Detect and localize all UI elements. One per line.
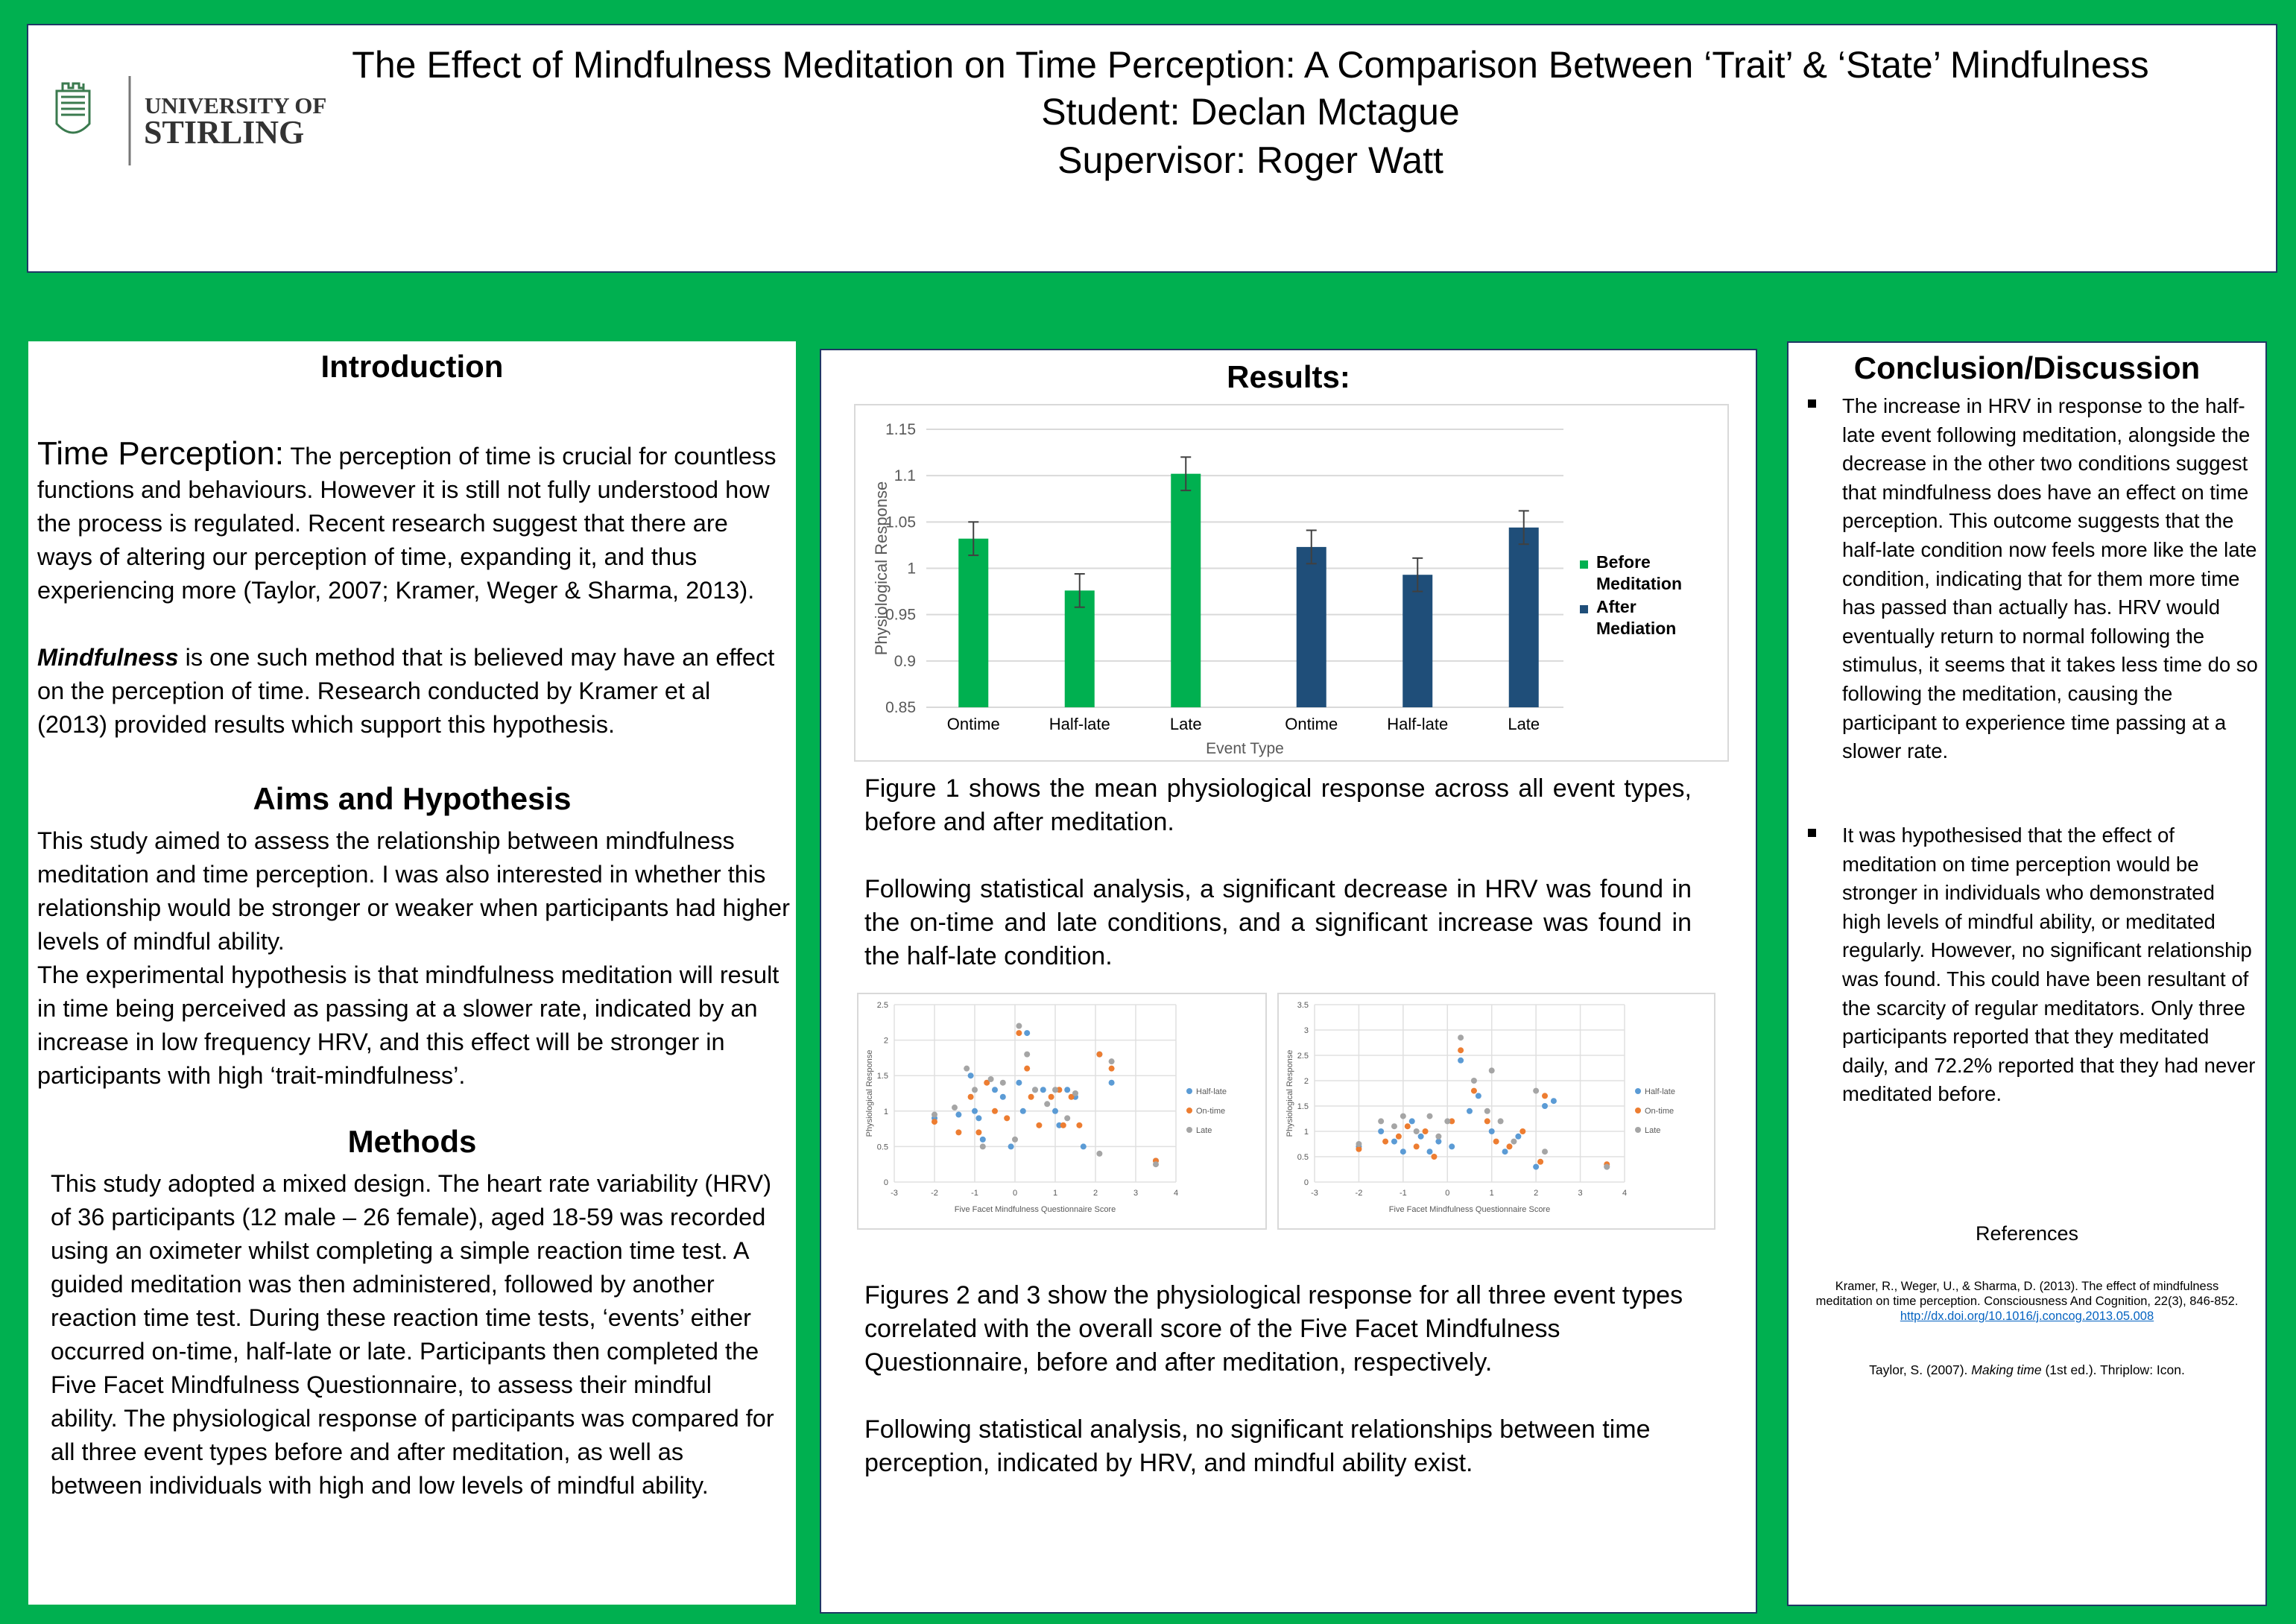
bar-chart-svg [856,405,1727,760]
y-tick-label: 1.1 [894,467,916,485]
data-point-late [1604,1164,1610,1170]
data-point-late [1458,1034,1464,1040]
y-tick-label: 0.5 [1297,1153,1309,1162]
data-point-half-late [1515,1134,1521,1140]
x-tick-label: 0 [1012,1189,1018,1198]
data-point-late [1356,1141,1362,1147]
mindfulness-term: Mindfulness [37,644,179,671]
data-point-on-time [1414,1143,1420,1149]
data-point-late [1511,1139,1517,1145]
x-tick-label: Ontime [1285,715,1338,733]
data-point-late [1052,1087,1058,1093]
legend-swatch [1186,1088,1192,1094]
data-point-half-late [1427,1149,1433,1154]
aims-paragraph: This study aimed to assess the relationship between mindfulness meditation and time perception. I was also interested in whether this relationship would be stronger or weaker when participants had higher levels of mindful ability. [37,827,790,955]
data-point-late [1435,1134,1441,1140]
data-point-half-late [1391,1139,1397,1145]
data-point-half-late [1476,1093,1481,1099]
legend-swatch [1580,560,1588,569]
reference-taylor-title: Making time [1971,1362,2042,1377]
data-point-half-late [1449,1143,1455,1149]
data-point-half-late [1378,1128,1384,1134]
data-point-late [972,1087,978,1093]
data-point-on-time [1024,1066,1030,1072]
scatter-chart-before-svg [858,994,1265,1228]
data-point-on-time [1423,1128,1429,1134]
y-tick-label: 1 [1303,1128,1309,1137]
data-point-on-time [1537,1159,1543,1165]
data-point-half-late [1000,1094,1006,1100]
y-tick-label: 0.95 [885,606,916,624]
data-point-on-time [1004,1115,1010,1121]
y-tick-label: 1.15 [885,421,916,438]
data-point-on-time [1484,1118,1490,1124]
y-tick-label: 1.5 [876,1072,888,1081]
bullet-square-icon [1808,829,1816,837]
data-point-on-time [975,1129,981,1135]
data-point-on-time [955,1129,961,1135]
university-logo [42,61,355,165]
data-point-half-late [1081,1143,1087,1149]
y-axis-label: Physiological Response [1285,1049,1294,1137]
y-tick-label: 0 [1303,1178,1309,1187]
data-point-half-late [1052,1108,1058,1114]
legend-label: On-time [1645,1107,1674,1116]
y-axis-label: Physiological Response [865,1049,874,1137]
logo-line-2: STIRLING [144,114,305,151]
data-point-late [1000,1080,1006,1086]
university-crest-icon [42,61,355,165]
time-perception-colon: : [274,435,284,472]
data-point-half-late [1109,1080,1115,1086]
logo-line-1: UNIVERSITY OF [145,92,327,119]
bar-after [1297,547,1326,707]
data-point-on-time [1396,1134,1402,1140]
data-point-late [1016,1023,1022,1029]
poster-title: The Effect of Mindfulness Meditation on Time Perception: A Comparison Between ‘Trait’ & ‘State’ Mindfulness [352,44,2149,86]
results-heading: Results: [1227,359,1350,394]
x-tick-label: Ontime [946,715,1000,733]
data-point-late [1096,1151,1102,1157]
aims-heading: Aims and Hypothesis [253,781,572,816]
data-point-half-late [1024,1030,1030,1036]
data-point-late [1489,1067,1495,1073]
data-point-half-late [1533,1164,1539,1170]
data-point-half-late [1409,1118,1415,1124]
figure-1-description [864,772,1692,973]
legend-label: On-time [1196,1107,1226,1116]
reference-kramer-line-1: Kramer, R., Weger, U., & Sharma, D. (2013). The effect of mindfulness [1835,1280,2219,1293]
legend-label: Mediation [1596,619,1677,638]
data-point-on-time [1471,1088,1477,1094]
data-point-late [1414,1128,1420,1134]
y-tick-label: 0.5 [876,1143,888,1152]
left-column-panel [28,341,796,1605]
y-axis-label: Physiological Response [872,481,891,656]
data-point-half-late [1008,1143,1014,1149]
legend-swatch [1580,605,1588,613]
x-tick-label: 0 [1445,1189,1450,1198]
figure-1-caption: Figure 1 shows the mean physiological response across all event types, before and after meditation. [864,774,1692,836]
legend-label: Before [1596,552,1651,572]
data-point-half-late [975,1115,981,1121]
reference-kramer-line-2: meditation on time perception. Consciousness And Cognition, 22(3), 846-852. [1815,1295,2239,1308]
x-tick-label: 1 [1052,1189,1058,1198]
data-point-late [1032,1087,1038,1093]
data-point-late [964,1066,970,1072]
data-point-on-time [1060,1122,1066,1128]
legend-label: Late [1196,1126,1212,1135]
data-point-on-time [1458,1047,1464,1053]
data-point-half-late [1064,1087,1070,1093]
data-point-late [1427,1113,1433,1119]
x-tick-label: 4 [1622,1189,1628,1198]
data-point-late [1391,1123,1397,1129]
x-tick-label: 3 [1578,1189,1583,1198]
x-tick-label: -2 [1355,1189,1363,1198]
figures-2-3-caption: Figures 2 and 3 show the physiological response for all three event types correlated with the overall score of the Five Facet Mindfulness Questionnaire, before and after meditation, respectively. [864,1281,1683,1377]
legend-swatch [1635,1088,1641,1094]
data-point-half-late [968,1072,974,1078]
introduction-text [37,437,782,742]
x-tick-label: -1 [971,1189,978,1198]
data-point-on-time [1036,1122,1042,1128]
y-tick-label: 3 [1303,1026,1309,1035]
data-point-on-time [1076,1122,1082,1128]
aims-text [37,824,790,1093]
legend-label: Half-late [1645,1087,1675,1096]
conclusion-bullet-1 [1808,392,2258,766]
legend-label: After [1596,597,1636,616]
hypothesis-paragraph: The experimental hypothesis is that mindfulness meditation will result in time being perceived as passing at a slower rate, indicated by an increase in low frequency HRV, and this effect will be stronger in participants with high ‘trait-mindfulness’. [37,961,779,1089]
data-point-on-time [992,1108,998,1114]
data-point-on-time [1109,1066,1115,1072]
data-point-late [1044,1101,1050,1107]
scatter-chart-after-svg [1279,994,1714,1228]
supervisor-name: Supervisor: Roger Watt [1057,139,1443,181]
x-axis-label: Five Facet Mindfulness Questionnaire Score [954,1205,1116,1214]
bar-after [1402,575,1432,707]
data-point-half-late [1542,1103,1548,1109]
x-tick-label: 4 [1173,1189,1179,1198]
x-tick-label: -2 [931,1189,938,1198]
x-tick-label: Half-late [1387,715,1449,733]
data-point-late [932,1112,937,1118]
data-point-on-time [1382,1139,1388,1145]
data-point-on-time [932,1119,937,1125]
figures-2-3-analysis: Following statistical analysis, no significant relationships between time perception, indicated by HRV, and mindful ability exist. [864,1415,1651,1477]
legend-swatch [1186,1108,1192,1113]
data-point-late [1542,1149,1548,1154]
data-point-on-time [1405,1123,1411,1129]
conclusion-panel [1787,341,2267,1606]
y-tick-label: 1.5 [1297,1102,1309,1111]
legend-swatch [1635,1127,1641,1133]
reference-taylor-publisher: (1st ed.). Thriplow: Icon. [2041,1362,2185,1377]
data-point-on-time [968,1094,974,1100]
figure-1-analysis: Following statistical analysis, a significant decrease in HRV was found in the on-time and late conditions, and a significant increase was found in the half-late condition. [864,875,1692,970]
data-point-late [1471,1078,1477,1084]
data-point-half-late [1040,1087,1046,1093]
y-tick-label: 2.5 [1297,1052,1309,1061]
student-name: Student: Declan Mctague [1041,91,1460,133]
data-point-half-late [1502,1149,1508,1154]
y-tick-label: 0.85 [885,699,916,716]
reference-kramer [1789,1279,2265,1324]
introduction-heading: Introduction [320,349,504,384]
data-point-late [1400,1113,1406,1119]
bar-before [1171,474,1201,707]
y-tick-label: 2 [883,1036,888,1046]
data-point-late [1533,1088,1539,1094]
time-perception-term: Time Perception [37,435,275,472]
data-point-on-time [1096,1052,1102,1058]
figure-1-bar-chart [854,404,1729,762]
data-point-on-time [1028,1094,1034,1100]
legend-label: Late [1645,1126,1661,1135]
data-point-on-time [1016,1030,1022,1036]
data-point-on-time [1049,1094,1054,1100]
y-tick-label: 1.05 [885,514,916,531]
data-point-late [1064,1115,1070,1121]
data-point-late [1024,1052,1030,1058]
bar-after [1509,528,1539,707]
data-point-half-late [1020,1108,1026,1114]
data-point-half-late [1418,1134,1424,1140]
y-tick-label: 2.5 [876,1001,888,1010]
data-point-late [952,1105,958,1110]
y-tick-label: 2 [1303,1077,1309,1086]
bullet-square-icon [1808,399,1816,408]
data-point-on-time [1493,1139,1499,1145]
data-point-late [988,1076,994,1082]
x-axis-label: Five Facet Mindfulness Questionnaire Score [1388,1205,1551,1214]
y-tick-label: 1 [883,1107,888,1116]
x-axis-label: Event Type [1206,740,1284,757]
x-tick-label: -1 [1399,1189,1407,1198]
bar-before [958,539,988,707]
figure-3-scatter-chart [1277,993,1715,1230]
x-tick-label: 1 [1489,1189,1494,1198]
time-perception-text: The perception of time is crucial for countless functions and behaviours. However it is still not fully understood how the process is regulated. Recent research suggest that there are ways of altering our perception of time, expanding it, and thus experiencing more (Taylor, 2007; Kramer, Weger & Sharma, 2013). [37,443,777,604]
data-point-late [1072,1090,1078,1096]
y-tick-label: 3.5 [1297,1001,1309,1010]
x-tick-label: -3 [1311,1189,1318,1198]
x-tick-label: 2 [1092,1189,1098,1198]
data-point-late [1109,1058,1115,1064]
conclusion-heading: Conclusion/Discussion [1853,350,2201,385]
x-tick-label: Late [1508,715,1540,733]
references-heading: References [1975,1222,2079,1245]
figure-2-scatter-chart [857,993,1267,1230]
data-point-late [980,1143,986,1149]
x-tick-label: 3 [1133,1189,1139,1198]
data-point-half-late [980,1137,986,1143]
data-point-half-late [1489,1128,1495,1134]
data-point-half-late [1400,1149,1406,1154]
data-point-half-late [1551,1098,1557,1104]
legend-swatch [1186,1127,1192,1133]
mindfulness-paragraph [37,641,782,742]
data-point-late [1378,1118,1384,1124]
y-tick-label: 1 [907,560,916,578]
data-point-half-late [955,1112,961,1118]
reference-doi-link[interactable]: http://dx.doi.org/10.1016/j.concog.2013.05.008 [1900,1309,2154,1323]
legend-swatch [1635,1108,1641,1113]
methods-heading: Methods [347,1124,477,1159]
data-point-on-time [1431,1154,1437,1160]
conclusion-bullet-2-text: It was hypothesised that the effect of meditation on time perception would be stronger in individuals who demonstrated high levels of mindful ability, or meditated regularly. However, no significant relationship was found. This could have been resultant of the scarcity of regular meditators. Only three participants reported that they meditated daily, and 72.2% reported that they had never meditated before. [1842,824,2256,1106]
data-point-late [1012,1137,1018,1143]
data-point-late [1153,1161,1159,1167]
data-point-late [1484,1108,1490,1114]
poster-header [27,24,2277,273]
x-tick-label: Late [1169,715,1202,733]
data-point-on-time [1519,1128,1525,1134]
conclusion-bullet-1-text: The increase in HRV in response to the half-late event following meditation, alongside the decrease in the other two conditions suggest that mindfulness does have an effect on time perception. This outcome suggests that the half-late condition now feels more like the late condition, indicating that for them more time has passed than actually has. HRV would eventually return to normal following the stimulus, it seems that it takes less time do so following the meditation, causing the participant to experience time passing at a slower rate. [1842,394,2258,763]
x-tick-label: -3 [891,1189,898,1198]
data-point-half-late [1016,1080,1022,1086]
methods-text: This study adopted a mixed design. The heart rate variability (HRV) of 36 participants (12 male – 26 female), aged 18-59 was recorded using an oximeter whilst completing a simple reaction time test. A guided meditation was then administered, followed by another reaction time test. During these reaction time tests, ‘events’ either occurred on-time, half-late or late. Participants then completed the Five Facet Mindfulness Questionnaire, to assess their mindful ability. The physiological response of participants was compared for all three event types before and after meditation, as well as between individuals with high and low levels of mindful ability. [51,1170,774,1499]
conclusion-bullet-2 [1808,821,2258,1109]
time-perception-paragraph [37,437,782,607]
data-point-on-time [1542,1093,1548,1099]
data-point-late [1498,1118,1504,1124]
data-point-half-late [1467,1108,1473,1114]
data-point-late [1444,1118,1450,1124]
bar-before [1065,590,1095,707]
y-tick-label: 0 [883,1178,888,1187]
data-point-half-late [1458,1058,1464,1064]
legend-label: Meditation [1596,574,1682,593]
x-tick-label: Half-late [1049,715,1110,733]
reference-taylor [1789,1362,2265,1378]
legend-label: Half-late [1196,1087,1227,1096]
data-point-half-late [972,1108,978,1114]
results-panel [820,349,1757,1614]
x-tick-label: 2 [1534,1189,1539,1198]
mindfulness-text: is one such method that is believed may have an effect on the perception of time. Research conducted by Kramer et al (2013) provided results which support this hypothesis. [37,644,775,738]
reference-taylor-authors: Taylor, S. (2007). [1869,1362,1972,1377]
data-point-half-late [992,1087,998,1093]
data-point-on-time [1506,1143,1512,1149]
y-tick-label: 0.9 [894,652,916,670]
figures-2-3-description [864,1279,1692,1480]
